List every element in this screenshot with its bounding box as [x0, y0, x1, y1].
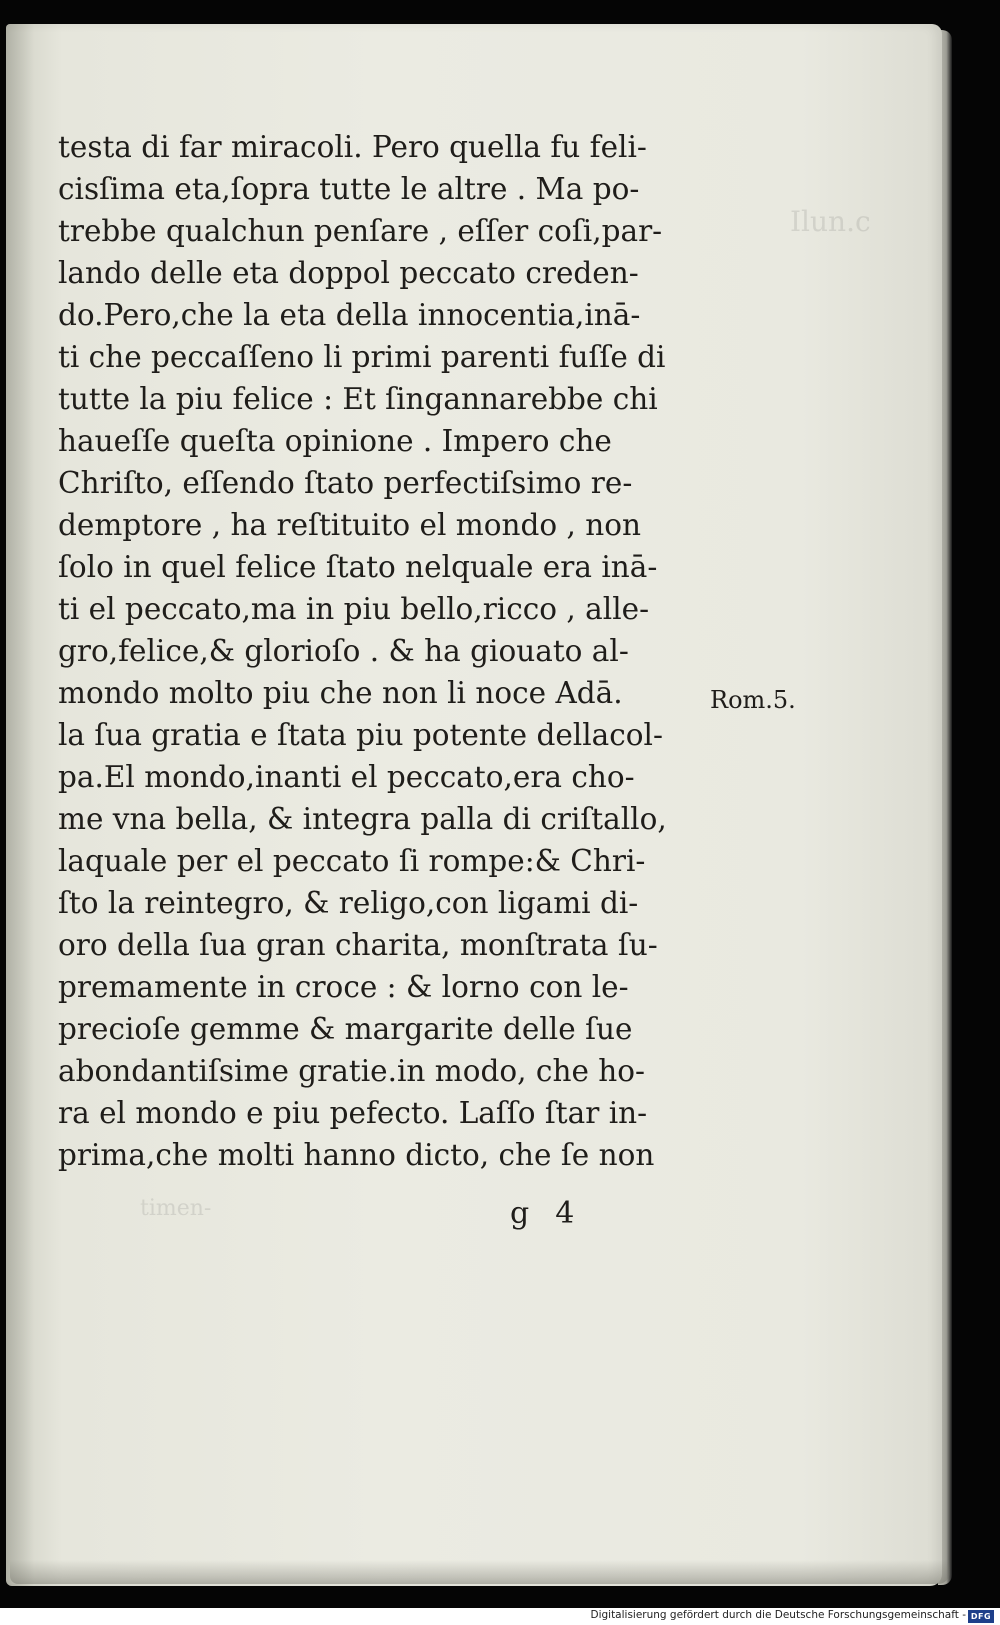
spine-shadow — [6, 24, 34, 1586]
text-line: tutte la piu felice : Et ſingannarebbe chi — [58, 382, 658, 416]
margin-note: Rom.5. — [710, 686, 796, 714]
text-line: la ſua gratia e ſtata piu potente dellacol- — [58, 718, 663, 752]
text-line: ti che peccaſſeno li primi parenti fuſſe di — [58, 340, 666, 374]
text-line: Chriſto, eſſendo ſtato perfectiſsimo re- — [58, 466, 633, 500]
text-line: gro,felice,& glorioſo . & ha giouato al- — [58, 634, 629, 668]
bleed-through-mark: timen- — [140, 1196, 212, 1221]
text-line: ſto la reintegro, & religo,con ligami di- — [58, 886, 639, 920]
text-line: prima,che molti hanno dicto, che ſe non — [58, 1138, 655, 1172]
text-line: oro della ſua gran charita, monſtrata ſu- — [58, 928, 658, 962]
text-line: haueſſe queſta opinione . Impero che — [58, 424, 612, 458]
bleed-through-mark: Ilun.c — [790, 205, 871, 238]
text-line: demptore , ha reſtituito el mondo , non — [58, 508, 642, 542]
text-line: lando delle eta doppol peccato creden- — [58, 256, 639, 290]
body-text — [58, 126, 708, 1176]
text-line: do.Pero,che la eta della innocentia,inā- — [58, 298, 641, 332]
footer-credit: Digitalisierung gefördert durch die Deutsche Forschungsgemeinschaft - — [590, 1609, 966, 1621]
text-line: abondantiſsime gratie.in modo, che ho- — [58, 1054, 646, 1088]
text-line: mondo molto piu che non li noce Adā. — [58, 676, 623, 710]
text-line: testa di far miracoli. Pero quella fu feli- — [58, 130, 647, 164]
signature-letter: g — [510, 1196, 530, 1231]
page-bottom-edge — [10, 1560, 950, 1584]
text-line: laquale per el peccato ſi rompe:& Chri- — [58, 844, 646, 878]
text-line: pa.El mondo,inanti el peccato,era cho- — [58, 760, 635, 794]
text-line: cisſima eta,ſopra tutte le altre . Ma po- — [58, 172, 640, 206]
text-line: trebbe qualchun penſare , eſſer coſi,par- — [58, 214, 663, 248]
signature-number: 4 — [555, 1196, 575, 1231]
signature-mark — [510, 1196, 600, 1231]
text-line: ra el mondo e piu pefecto. Laſſo ſtar in- — [58, 1096, 648, 1130]
text-line: me vna bella, & integra palla di criſtallo, — [58, 802, 667, 836]
text-line: ſolo in quel felice ſtato nelquale era inā- — [58, 550, 658, 584]
text-line: premamente in croce : & lorno con le- — [58, 970, 629, 1004]
dfg-logo-icon: DFG — [968, 1610, 994, 1623]
text-line: precioſe gemme & margarite delle ſue — [58, 1012, 633, 1046]
text-line: ti el peccato,ma in piu bello,ricco , alle- — [58, 592, 650, 626]
